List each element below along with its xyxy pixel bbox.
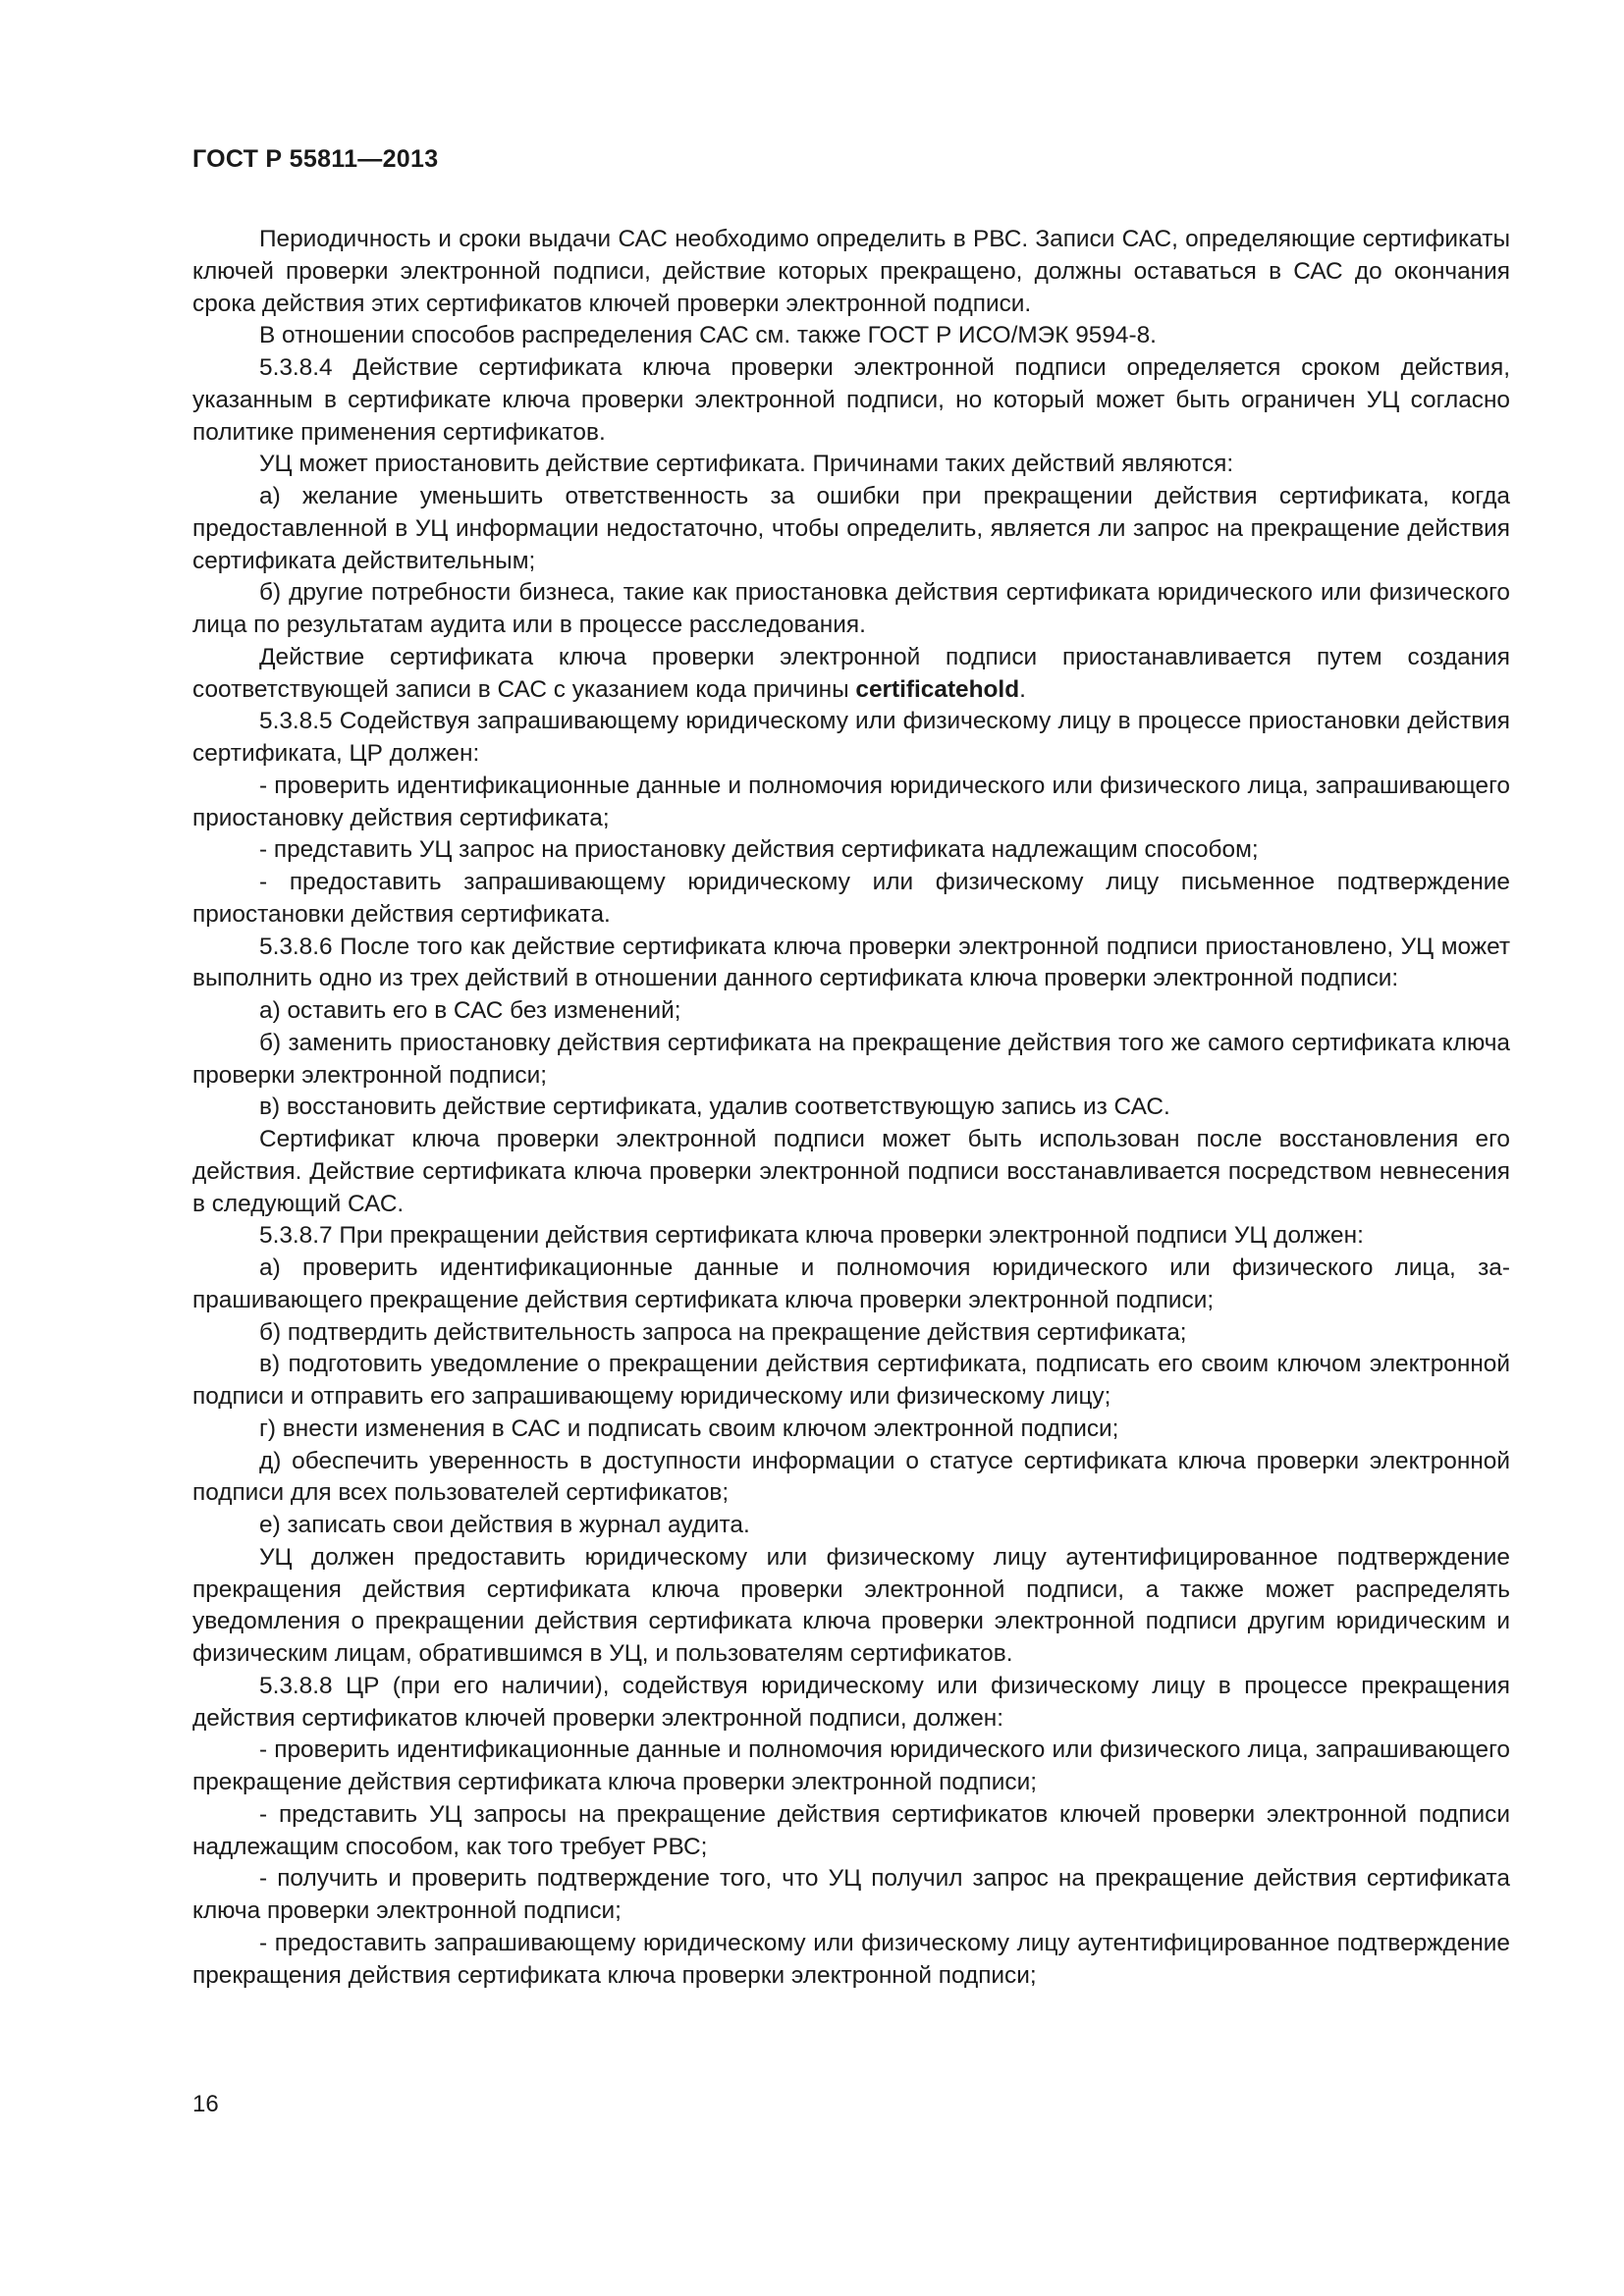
paragraph: - проверить идентификационные данные и полномочия юридического или физического лица, запрашивающего прекращение действия сертификата ключа проверки электронной подписи; xyxy=(192,1736,1510,1795)
page-number: 16 xyxy=(192,2091,219,2117)
document-header: ГОСТ Р 55811—2013 xyxy=(192,145,439,173)
paragraph: е) записать свои действия в журнал аудита. xyxy=(259,1512,750,1538)
paragraph: 5.3.8.4 Действие сертификата ключа проверки электронной подписи определяется сроком действия, указанным в сертификате ключа проверки электронной подписи, но который может быть ограничен УЦ согласно политике применения сертификатов. xyxy=(192,354,1510,446)
paragraph: - представить УЦ запрос на приостановку действия сертификата надлежащим способом; xyxy=(259,836,1259,864)
paragraph: 5.3.8.8 ЦР (при его наличии), содействуя юридическому или физическому лицу в процессе прекращения действия сертификатов ключей проверки электронной подписи, должен: xyxy=(192,1672,1510,1732)
paragraph-text: Действие сертификата ключа проверки электронной подписи приостанавливается путем создания соответствующей записи в САС с указанием кода причины xyxy=(192,643,1510,703)
reason-code: certificatehold xyxy=(855,675,1020,703)
paragraph: - предоставить запрашивающему юридическому или физическому лицу аутентифицированное подтверждение прекращения действия сертификата ключа проверки электронной подписи; xyxy=(192,1929,1510,1989)
paragraph: а) желание уменьшить ответственность за ошибки при прекращении действия сертификата, когда предоставленной в УЦ информации недостаточно, чтобы определить, является ли запрос на прекращение действия сертификата действительным; xyxy=(192,483,1510,574)
paragraph: в) подготовить уведомление о прекращении действия сертификата, подписать его своим ключом электронной подписи и отправить его запрашивающему юридическому или физическому лицу; xyxy=(192,1351,1510,1410)
paragraph: в) восстановить действие сертификата, удалив соответствующую запись из САС. xyxy=(259,1094,1170,1121)
paragraph: УЦ может приостановить действие сертификата. Причинами таких действий являются: xyxy=(259,451,1234,478)
paragraph: д) обеспечить уверенность в доступности информации о статусе сертификата ключа проверки электронной подписи для всех пользователей сертификатов; xyxy=(192,1447,1510,1507)
paragraph: Периодичность и сроки выдачи САС необходимо определить в РВС. Записи САС, определяющие сертификаты ключей проверки электронной подписи, действие которых прекращено, должны оставаться в САС до окончания срока действия этих сертификатов ключей проверки электронной подписи. xyxy=(192,226,1510,317)
paragraph: г) внести изменения в САС и подписать своим ключом электронной подписи; xyxy=(259,1415,1119,1442)
paragraph: б) другие потребности бизнеса, такие как приостановка действия сертификата юридического или физического лица по результатам аудита или в процессе расследования. xyxy=(192,579,1510,638)
paragraph: 5.3.8.6 После того как действие сертификата ключа проверки электронной подписи приостановлено, УЦ может выполнить одно из трех действий в отношении данного сертификата ключа проверки электронной подписи: xyxy=(192,933,1510,992)
paragraph xyxy=(192,642,1510,707)
paragraph: В отношении способов распределения САС см. также ГОСТ Р ИСО/МЭК 9594-8. xyxy=(259,322,1157,349)
paragraph: б) заменить приостановку действия сертификата на прекращение действия того же самого сертификата ключа проверки электронной подписи; xyxy=(192,1029,1510,1089)
paragraph: - предоставить запрашивающему юридическому или физическому лицу письменное подтверждение приостановки действия сертификата. xyxy=(192,869,1510,928)
paragraph: 5.3.8.7 При прекращении действия сертификата ключа проверки электронной подписи УЦ должен: xyxy=(259,1222,1364,1250)
paragraph: а) оставить его в САС без изменений; xyxy=(259,997,681,1024)
paragraph: а) проверить идентификационные данные и полномочия юридического или физического лица, запрашивающего прекращение действия сертификата ключа проверки электронной подписи; xyxy=(192,1255,1510,1313)
paragraph: Сертификат ключа проверки электронной подписи может быть использован после восстановления его действия. Действие сертификата ключа проверки электронной подписи восстанавливается посредством невнесения в следующий САС. xyxy=(192,1126,1510,1217)
paragraph: 5.3.8.5 Содействуя запрашивающему юридическому или физическому лицу в процессе приостановки действия сертификата, ЦР должен: xyxy=(192,708,1510,767)
paragraph: УЦ должен предоставить юридическому или физическому лицу аутентифицированное подтверждение прекращения действия сертификата ключа проверки электронной подписи, а также может распределять уведомления о прекращении действия сертификата ключа проверки электронной подписи другим юридическим и физическим лицам, обратившимся в УЦ, и пользователям сертификатов. xyxy=(192,1543,1510,1667)
paragraph: б) подтвердить действительность запроса на прекращение действия сертификата; xyxy=(259,1318,1187,1346)
paragraph-end: . xyxy=(1019,675,1026,703)
paragraph: - проверить идентификационные данные и полномочия юридического или физического лица, запрашивающего приостановку действия сертификата; xyxy=(192,772,1510,831)
document-body xyxy=(192,224,1510,1992)
paragraph: - получить и проверить подтверждение того, что УЦ получил запрос на прекращение действия сертификата ключа проверки электронной подписи; xyxy=(192,1865,1510,1924)
paragraph: - представить УЦ запросы на прекращение действия сертификатов ключей проверки электронной подписи надлежащим способом, как того требует РВС; xyxy=(192,1800,1510,1860)
